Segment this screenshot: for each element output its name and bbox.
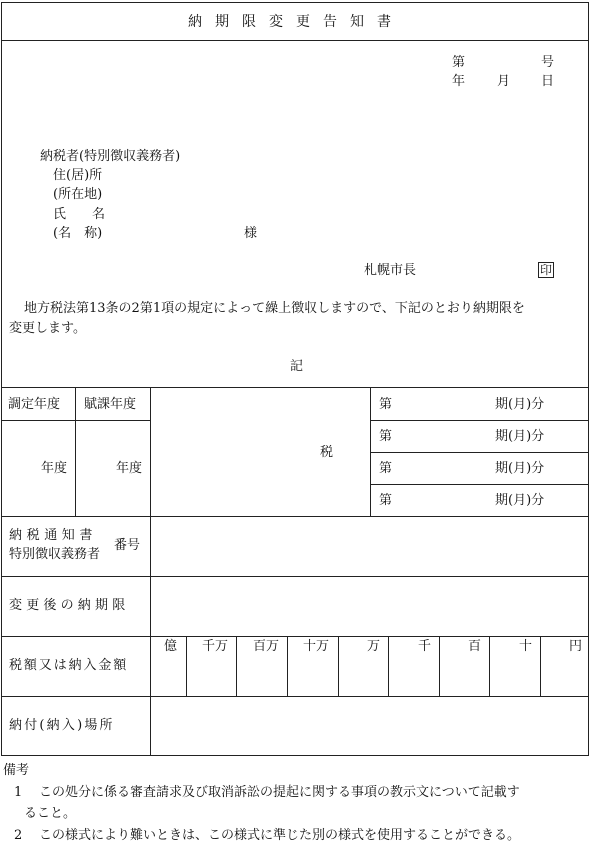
period-4-suffix: 期(月)分 (495, 493, 545, 508)
payment-place-label: 納付(納入)場所 (9, 718, 115, 733)
amount-label: 税額又は納入金額 (9, 658, 129, 673)
period-divider-3 (370, 484, 589, 485)
unit-hyakuman: 百万 (253, 639, 280, 654)
note-2-line-1: この様式により難いときは、この様式に準じた別の様式を使用することができる。 (39, 828, 521, 843)
unit-hyaku: 百 (468, 639, 482, 654)
note-1-line-1: この処分に係る審査請求及び取消訴訟の提起に関する事項の教示文について記載す (39, 785, 520, 800)
section-divider-4 (1, 696, 589, 697)
unit-juman: 十万 (303, 639, 330, 654)
new-due-date-label: 変更後の納期限 (9, 598, 130, 613)
period-divider-1 (370, 420, 589, 421)
taxpayer-label: 納税者(特別徴収義務者) (40, 149, 181, 164)
digit-divider (186, 636, 187, 696)
year-header-divider (1, 420, 151, 421)
period-2-prefix: 第 (379, 429, 393, 444)
section-divider-2 (1, 576, 589, 577)
official-seal: 印 (539, 263, 552, 277)
period-3-suffix: 期(月)分 (495, 461, 545, 476)
special-collector-label: 特別徴収義務者 (9, 547, 101, 562)
document-title: 納期限変更告知書 (188, 14, 404, 30)
period-3-prefix: 第 (379, 461, 393, 476)
notice-label: 納税通知書 (9, 528, 98, 543)
period-divider-2 (370, 452, 589, 453)
address-label: 住(居)所 (53, 168, 103, 183)
name-label: 氏 名 (53, 207, 106, 222)
issuer-name: 札幌市長 (364, 263, 417, 278)
section-divider-1 (1, 516, 589, 517)
digit-divider (236, 636, 237, 696)
date-year: 年 (452, 74, 466, 89)
assessment-year-field: 年度 (41, 461, 68, 476)
label-column-divider (150, 387, 151, 756)
digit-divider (439, 636, 440, 696)
location-label: (所在地) (53, 187, 103, 202)
unit-man: 万 (367, 639, 381, 654)
tax-label: 税 (320, 445, 334, 460)
digit-divider (540, 636, 541, 696)
unit-sen: 千 (418, 639, 432, 654)
unit-en: 円 (569, 639, 583, 654)
year-column-divider (75, 387, 76, 516)
date-day: 日 (541, 74, 555, 89)
ki-heading: 記 (290, 359, 304, 374)
digit-divider (388, 636, 389, 696)
period-2-suffix: 期(月)分 (495, 429, 545, 444)
assessment-year-label: 調定年度 (8, 397, 61, 412)
honorific: 様 (244, 226, 258, 241)
note-1-line-2: ること。 (24, 806, 77, 821)
digit-divider (287, 636, 288, 696)
unit-oku: 億 (164, 639, 178, 654)
date-month: 月 (497, 74, 511, 89)
entity-name-label: (名 称) (53, 226, 103, 241)
number-label: 番号 (114, 538, 141, 553)
title-divider (1, 40, 589, 41)
period-1-prefix: 第 (379, 397, 393, 412)
form-frame (1, 2, 589, 756)
digit-divider (338, 636, 339, 696)
note-2-number: 2 (14, 828, 23, 843)
period-1-suffix: 期(月)分 (495, 397, 545, 412)
section-divider-3 (1, 636, 589, 637)
body-text-line-1: 地方税法第13条の2第1項の規定によって繰上徴収しますので、下記のとおり納期限を (24, 301, 525, 316)
levy-year-label: 賦課年度 (84, 397, 137, 412)
unit-ju: 十 (519, 639, 533, 654)
number-suffix: 号 (541, 55, 555, 70)
digit-divider (489, 636, 490, 696)
note-1-number: 1 (14, 785, 23, 800)
levy-year-field: 年度 (116, 461, 143, 476)
unit-senman: 千万 (202, 639, 229, 654)
body-text-line-2: 変更します。 (9, 321, 86, 336)
number-prefix: 第 (452, 55, 466, 70)
notes-heading: 備考 (3, 763, 30, 778)
table-top-line (1, 387, 589, 388)
period-4-prefix: 第 (379, 493, 393, 508)
